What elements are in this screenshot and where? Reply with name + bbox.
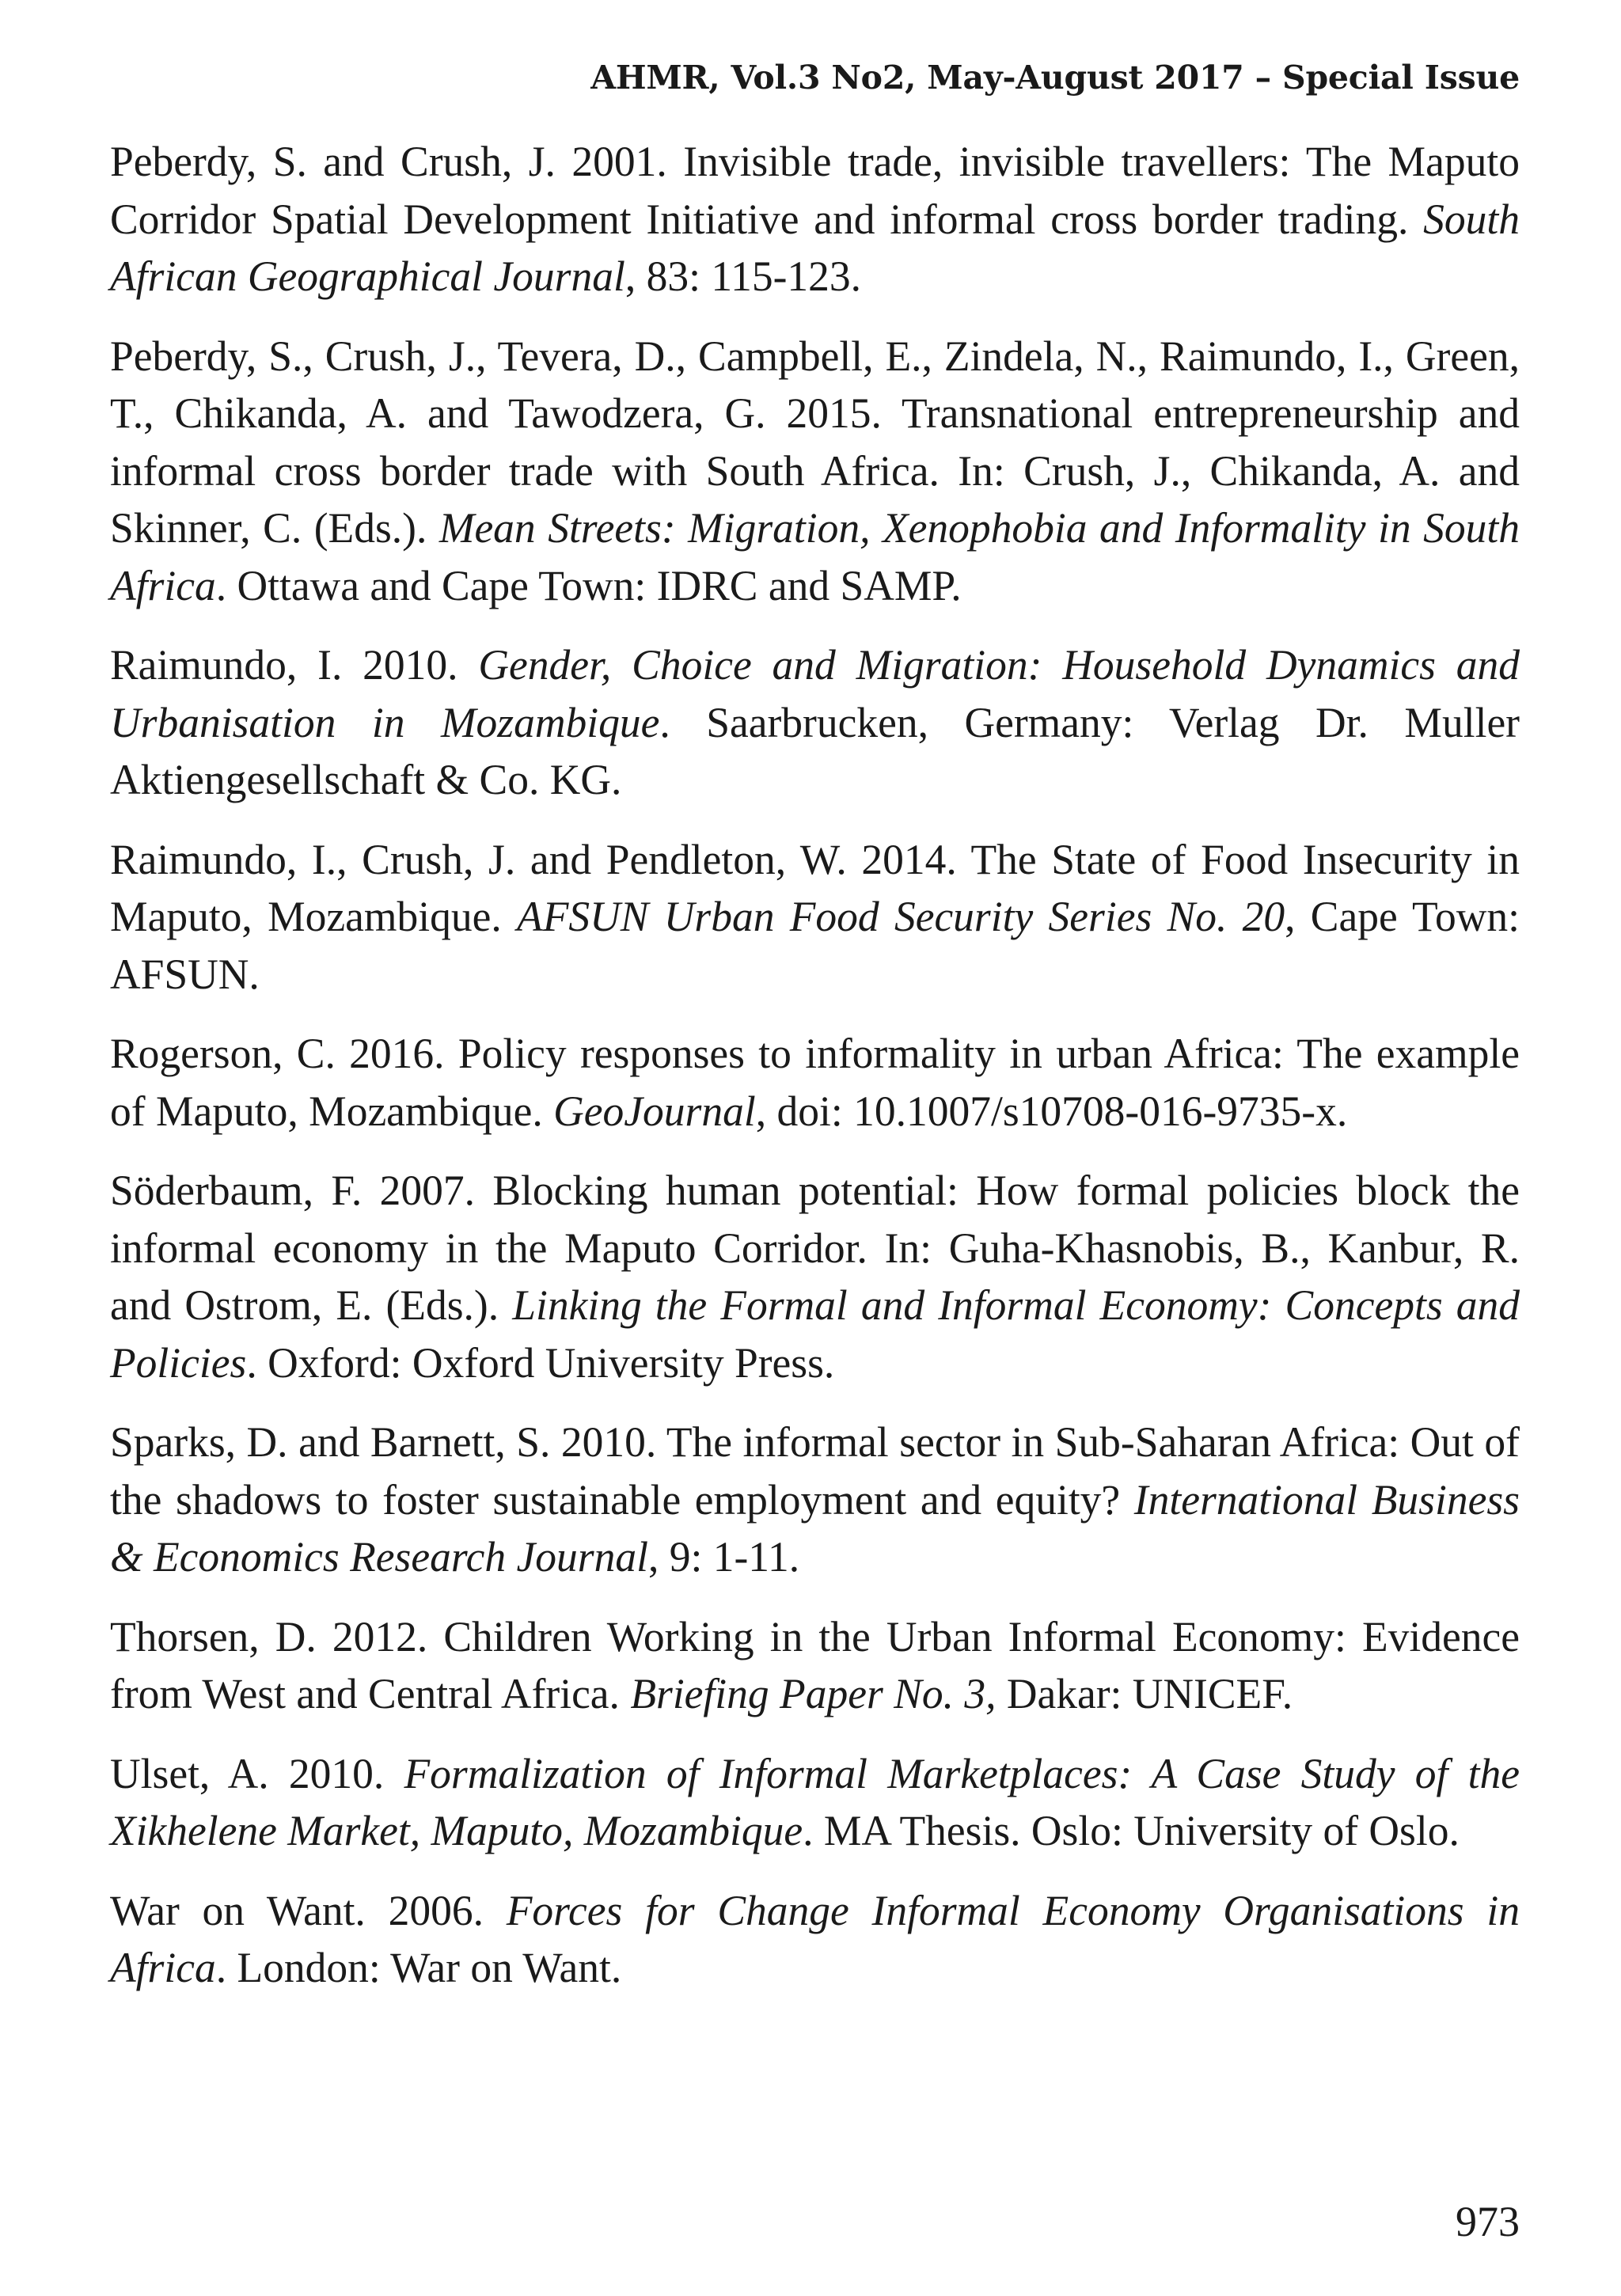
reference-text: Thorsen, D. 2012. Children Working in the Urban Informal Economy: Evidence from West and Central Africa.: [110, 1612, 1520, 1717]
reference-entry: [110, 133, 1520, 306]
reference-source-title: AFSUN Urban Food Security Series No. 20: [517, 893, 1285, 940]
reference-source-title: Gender, Choice and Migration: Household Dynamics and Urbanisation in Mozambique: [110, 641, 1520, 746]
reference-source-title: Forces for Change Informal Economy Organisations in Africa: [110, 1886, 1520, 1991]
reference-text: Sparks, D. and Barnett, S. 2010. The informal sector in Sub-Saharan Africa: Out of the shadows to foster sustainable employment and equity?: [110, 1418, 1520, 1524]
running-head: AHMR, Vol.3 No2, May-August 2017 – Special Issue: [590, 59, 1520, 97]
reference-text: Raimundo, I., Crush, J. and Pendleton, W. 2014. The State of Food Insecurity in Maputo, Mozambique.: [110, 835, 1520, 940]
reference-source-title: International Business & Economics Research Journal: [110, 1475, 1520, 1581]
reference-entry: [110, 1025, 1520, 1140]
reference-text: . Saarbrucken, Germany: Verlag Dr. Muller Aktiengesellschaft & Co. KG.: [110, 698, 1520, 803]
reference-source-title: Linking the Formal and Informal Economy: Concepts and Policies: [110, 1281, 1520, 1387]
reference-source-title: Mean Streets: Migration, Xenophobia and Informality in South Africa: [110, 504, 1520, 609]
reference-source-title: Formalization of Informal Marketplaces: A Case Study of the Xikhelene Market, Maputo, Mozambique: [110, 1749, 1520, 1854]
reference-text: , Cape Town: AFSUN.: [110, 893, 1520, 998]
reference-text: . London: War on Want.: [215, 1944, 622, 1991]
reference-entry: [110, 1882, 1520, 1997]
reference-text: , doi: 10.1007/s10708-016-9735-x.: [755, 1087, 1348, 1135]
reference-text: Ulset, A. 2010.: [110, 1749, 404, 1797]
reference-entry: [110, 328, 1520, 615]
reference-entry: [110, 1608, 1520, 1723]
reference-text: Peberdy, S. and Crush, J. 2001. Invisible trade, invisible travellers: The Maputo Corridor Spatial Development Initiative and informal cross border trading.: [110, 138, 1520, 243]
reference-text: . Oxford: Oxford University Press.: [246, 1338, 835, 1387]
reference-text: , 83: 115-123.: [624, 252, 862, 300]
reference-source-title: South African Geographical Journal: [110, 195, 1520, 300]
reference-text: , 9: 1-11.: [647, 1533, 800, 1581]
page-number: 973: [1456, 2198, 1520, 2245]
reference-entry: [110, 1414, 1520, 1586]
reference-entry: [110, 1745, 1520, 1860]
reference-text: . MA Thesis. Oslo: University of Oslo.: [803, 1807, 1460, 1854]
reference-source-title: Briefing Paper No. 3,: [630, 1670, 997, 1717]
reference-text: War on Want. 2006.: [110, 1886, 507, 1934]
reference-text: Peberdy, S., Crush, J., Tevera, D., Campbell, E., Zindela, N., Raimundo, I., Green, T., Chikanda, A. and Tawodzera, G. 2015. Transnational entrepreneurship and informal cross border trade with South Africa. In: Crush, J., Chikanda, A. and Skinner, C. (Eds.).: [110, 332, 1520, 552]
reference-list: [110, 133, 1520, 2019]
reference-text: Söderbaum, F. 2007. Blocking human potential: How formal policies block the informal economy in the Maputo Corridor. In: Guha-Khasnobis, B., Kanbur, R. and Ostrom, E. (Eds.).: [110, 1167, 1520, 1329]
reference-text: Dakar: UNICEF.: [996, 1670, 1293, 1717]
reference-source-title: GeoJournal: [553, 1087, 756, 1135]
reference-entry: [110, 1162, 1520, 1391]
reference-entry: [110, 636, 1520, 809]
reference-text: . Ottawa and Cape Town: IDRC and SAMP.: [215, 561, 962, 609]
reference-text: Raimundo, I. 2010.: [110, 641, 479, 689]
reference-text: Rogerson, C. 2016. Policy responses to informality in urban Africa: The example of Maputo, Mozambique.: [110, 1030, 1520, 1135]
reference-entry: [110, 831, 1520, 1004]
